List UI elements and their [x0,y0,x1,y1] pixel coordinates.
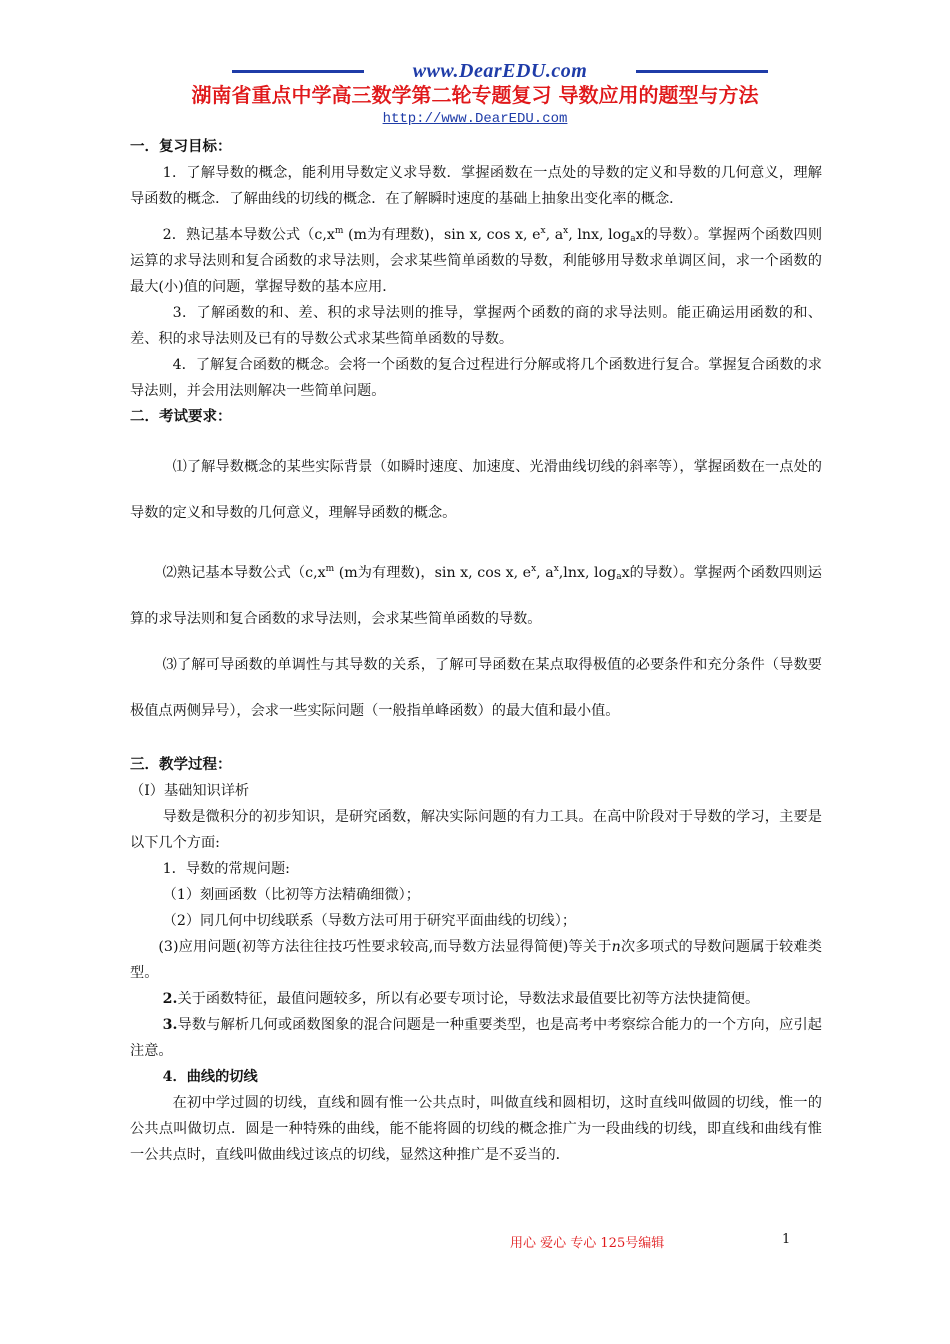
site-url-link[interactable]: http://www.DearEDU.com [382,111,568,127]
s2-paragraph-2: ⑵熟记基本导数公式（$c,x^m$ (m为有理数)，sin x, cos x, $e^x$, $a^x,\ln x$, $\log_ax$的导数）。掌握两个函数四则运算的求导法则和复合函数的求导法则，会求某些简单函数的导数。 [130,564,822,627]
site-name: www.DearEDU.com [412,60,588,82]
s1-paragraph-1: 1．了解导数的概念，能利用导数定义求导数．掌握函数在一点处的导数的定义和导数的几何意义，理解导函数的概念．了解曲线的切线的概念．在了解瞬时速度的基础上抽象出变化率的概念． [130,165,822,207]
s2-paragraph-1: ⑴了解导数概念的某些实际背景（如瞬时速度、加速度、光滑曲线切线的斜率等），掌握函数在一点处的导数的定义和导数的几何意义，理解导函数的概念。 [130,459,822,521]
s1-paragraph-4: 4．了解复合函数的概念。会将一个函数的复合过程进行分解或将几个函数进行复合。掌握复合函数的求导法则，并会用法则解决一些简单问题。 [130,357,822,399]
s3-item-1b: （2）同几何中切线联系（导数方法可用于研究平面曲线的切线）； [162,913,577,929]
s3-item-2: 2.关于函数特征，最值问题较多，所以有必要专项讨论，导数法求最值要比初等方法快捷简便。 [162,991,760,1007]
document-body [130,134,822,1168]
s3-item-3: 3.导数与解析几何或函数图象的混合问题是一种重要类型，也是高考中考察综合能力的一个方向，应引起注意。 [130,1017,822,1059]
site-banner [232,60,768,84]
s1-paragraph-3: 3．了解函数的和、差、积的求导法则的推导，掌握两个函数的商的求导法则。能正确运用函数的和、差、积的求导法则及已有的导数公式求某些简单函数的导数。 [130,305,822,347]
s1-paragraph-2: 2．熟记基本导数公式（$c,x^m$ (m为有理数)，sin x, cos x, $e^x$, $a^x$, lnx, $\log_ax$的导数）。掌握两个函数四则运算的求导法则和复合函数的求导法则，会求某些简单函数的导数，利能够用导数求单调区间，求一个函数的最大(小)值的问题，掌握导数的基本应用． [130,226,823,295]
s3-item-1c: (3)应用问题(初等方法往往技巧性要求较高,而导数方法显得简便)等关于n次多项式的导数问题属于较难类型。 [130,939,822,981]
section-2-heading: 二．考试要求： [130,409,232,425]
s2-paragraph-3: ⑶了解可导函数的单调性与其导数的关系，了解可导函数在某点取得极值的必要条件和充分条件（导数要极值点两侧异号），会求一些实际问题（一般指单峰函数）的最大值和最小值。 [130,657,822,719]
page-title: 湖南省重点中学高三数学第二轮专题复习 导数应用的题型与方法 [191,83,759,107]
section-1-heading: 一．复习目标： [130,139,232,155]
s3-item-1: 1．导数的常规问题: [162,861,290,877]
s3-item-1a: （1）刻画函数（比初等方法精确细微）； [162,887,420,903]
banner-right-bar [636,70,768,73]
s3-subheading: （Ⅰ）基础知识详析 [130,783,250,799]
s3-intro: 导数是微积分的初步知识，是研究函数，解决实际问题的有力工具。在高中阶段对于导数的学习，主要是以下几个方面: [130,809,822,851]
footer-text: 用心 爱心 专心 125号编辑 [510,1236,665,1251]
s3-item-4-paragraph: 在初中学过圆的切线，直线和圆有惟一公共点时，叫做直线和圆相切，这时直线叫做圆的切线，惟一的公共点叫做切点．圆是一种特殊的曲线，能不能将圆的切线的概念推广为一段曲线的切线，即直线和曲线有惟一公共点时，直线叫做曲线过该点的切线，显然这种推广是不妥当的． [130,1095,822,1163]
page-number: 1 [782,1232,791,1247]
section-3-heading: 三．教学过程： [130,757,232,773]
s3-item-4: 4．曲线的切线 [162,1069,258,1085]
